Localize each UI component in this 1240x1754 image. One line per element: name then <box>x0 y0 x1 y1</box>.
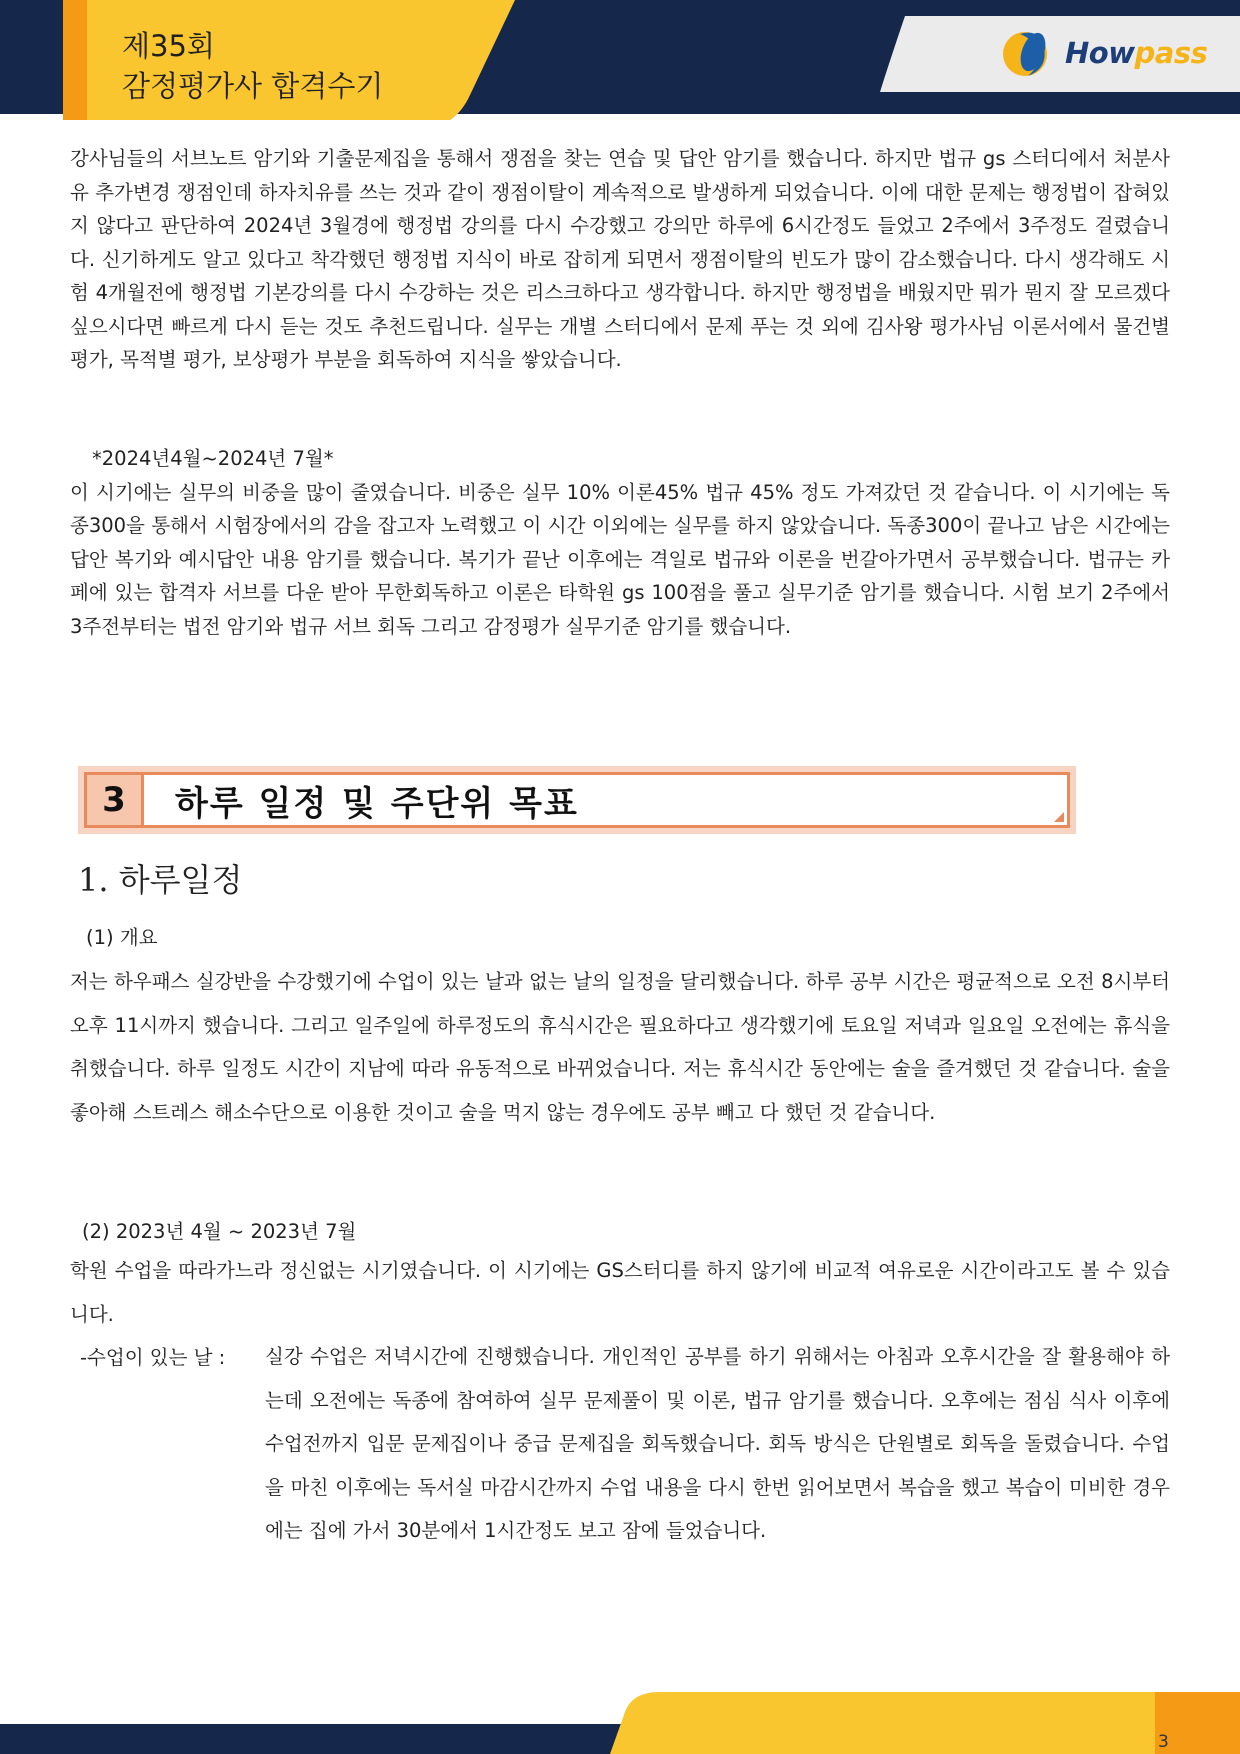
paragraph-4-block <box>70 1249 1170 1336</box>
page-number: 3 <box>1158 1732 1169 1752</box>
header-title-line2: 감정평가사 합격수기 <box>122 69 384 103</box>
howpass-logo <box>1002 30 1212 80</box>
class-day-block <box>265 1335 1170 1553</box>
heading-daily-schedule: 1. 하루일정 <box>78 861 243 899</box>
footer-banner <box>0 1690 1240 1754</box>
paragraph-3: 저는 하우패스 실강반을 수강했기에 수업이 있는 날과 없는 날의 일정을 달리했습니다. 하루 공부 시간은 평균적으로 오전 8시부터 오후 11시까지 했습니다. 그리고 일주일에 하루정도의 휴식시간은 필요하다고 생각했기에 토요일 저녁과 일요일 오전에는 휴식을 취했습니다. 하루 일정도 시간이 지남에 따라 유동적으로 바뀌었습니다. 저는 휴식시간 동안에는 술을 즐겨했던 것 같습니다. 술을 좋아해 스트레스 해소수단으로 이용한 것이고 술을 먹지 않는 경우에도 공부 빼고 다 했던 것 같습니다. <box>70 970 1170 1124</box>
section-title: 하루 일정 및 주단위 목표 <box>175 783 579 824</box>
header-title <box>122 26 383 106</box>
howpass-logo-mark-icon <box>1002 30 1062 80</box>
footer-yellow-band <box>610 1692 1240 1754</box>
period-heading: *2024년4월~2024년 7월* <box>92 447 334 470</box>
section-number: 3 <box>87 775 144 825</box>
paragraph-1-block <box>70 142 1170 377</box>
class-day-label: -수업이 있는 날 : <box>80 1346 226 1369</box>
howpass-logo-text: Howpass <box>1065 36 1208 70</box>
paragraph-3-block <box>70 960 1170 1134</box>
subheading-overview: (1) 개요 <box>86 926 158 949</box>
period-block <box>70 442 1170 643</box>
section-header <box>78 766 1076 834</box>
header-orange-stripe <box>63 0 87 120</box>
header-title-line1: 제35회 <box>122 29 215 63</box>
paragraph-1: 강사님들의 서브노트 암기와 기출문제집을 통해서 쟁점을 찾는 연습 및 답안 암기를 했습니다. 하지만 법규 gs 스터디에서 처분사유 추가변경 쟁점인데 하자치유를 쓰는 것과 같이 쟁점이탈이 계속적으로 발생하게 되었습니다. 이에 대한 문제는 행정법이 잡혀있지 않다고 판단하여 2024년 3월경에 행정법 강의를 다시 수강했고 강의만 하루에 6시간정도 들었고 2주에서 3주정도 걸렸습니다. 신기하게도 알고 있다고 착각했던 행정법 지식이 바로 잡히게 되면서 쟁점이탈의 빈도가 많이 감소했습니다. 다시 생각해도 시험 4개월전에 행정법 기본강의를 다시 수강하는 것은 리스크하다고 생각합니다. 하지만 행정법을 배웠지만 뭐가 뭔지 잘 모르겠다 싶으시다면 빠르게 다시 듣는 것도 추천드립니다. 실무는 개별 스터디에서 문제 푸는 것 외에 김사왕 평가사님 이론서에서 물건별 평가, 목적별 평가, 보상평가 부분을 회독하여 지식을 쌓았습니다. <box>70 147 1170 371</box>
class-day-text: 실강 수업은 저녁시간에 진행했습니다. 개인적인 공부를 하기 위해서는 아침과 오후시간을 잘 활용해야 하는데 오전에는 독종에 참여하여 실무 문제풀이 및 이론, 법규 암기를 했습니다. 오후에는 점심 식사 이후에 수업전까지 입문 문제집이나 중급 문제집을 회독했습니다. 회독 방식은 단원별로 회독을 돌렸습니다. 수업을 마친 이후에는 독서실 마감시간까지 수업 내용을 다시 한번 읽어보면서 복습을 했고 복습이 미비한 경우에는 집에 가서 30분에서 1시간정도 보고 잠에 들었습니다. <box>265 1345 1170 1542</box>
section-corner-mark <box>1054 812 1064 822</box>
subheading-period-2023: (2) 2023년 4월 ~ 2023년 7월 <box>82 1220 357 1243</box>
paragraph-2: 이 시기에는 실무의 비중을 많이 줄였습니다. 비중은 실무 10% 이론45% 법규 45% 정도 가져갔던 것 같습니다. 이 시기에는 독종300을 통해서 시험장에서의 감을 잡고자 노력했고 이 시간 이외에는 실무를 하지 않았습니다. 독종300이 끝나고 남은 시간에는 답안 복기와 예시답안 내용 암기를 했습니다. 복기가 끝난 이후에는 격일로 법규와 이론을 번갈아가면서 공부했습니다. 법규는 카페에 있는 합격자 서브를 다운 받아 무한회독하고 이론은 타학원 gs 100점을 풀고 실무기준 암기를 했습니다. 시험 보기 2주에서 3주전부터는 법전 암기와 법규 서브 회독 그리고 감정평가 실무기준 암기를 했습니다. <box>70 480 1170 638</box>
paragraph-4: 학원 수업을 따라가느라 정신없는 시기였습니다. 이 시기에는 GS스터디를 하지 않기에 비교적 여유로운 시간이라고도 볼 수 있습니다. <box>70 1259 1170 1326</box>
